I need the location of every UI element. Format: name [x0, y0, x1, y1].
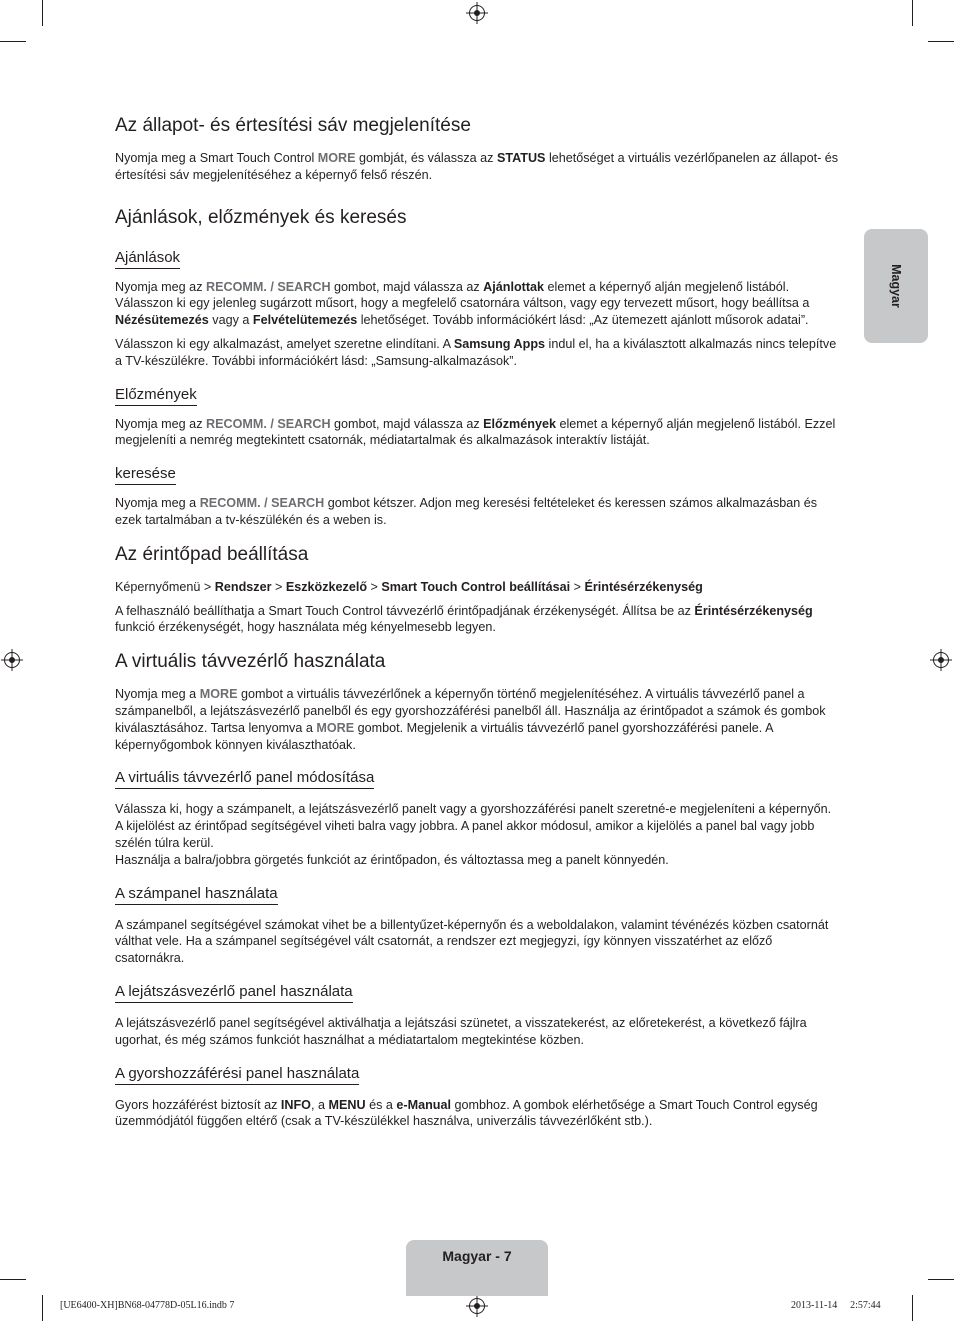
- crop-mark: [42, 0, 43, 26]
- crop-mark: [912, 0, 913, 26]
- paragraph: Gyors hozzáférést biztosít az INFO, a MENU és a e-Manual gombhoz. A gombok elérhetősége a Smart Touch Control egység üzemmódjától függően eltérő (csak a TV-készülékkel használva, univerzális távvezérlőként stb.).: [115, 1097, 818, 1129]
- paragraph: A lejátszásvezérlő panel segítségével aktiválhatja a lejátszási szünetet, a visszatekerést, az előretekerést, a következő fájlra ugorhat, és még számos funkciót használhat a médiatartalom megtekintése közben.: [115, 1015, 807, 1047]
- paragraph: Válasszon ki egy alkalmazást, amelyet szeretne elindítani. A Samsung Apps indul el, ha a kiválasztott alkalmazás nincs telepítve a TV-készülékre. További információkért lásd: „Samsung-alkalmazások”.: [115, 336, 837, 368]
- crop-mark: [912, 1295, 913, 1321]
- crop-mark: [928, 41, 954, 42]
- footer-file-name: [UE6400-XH]BN68-04778D-05L16.indb 7: [60, 1300, 235, 1311]
- subsection-title: A lejátszásvezérlő panel használata: [115, 982, 353, 1003]
- footer-datetime: 2013-11-14 ￿ 2:57:44: [791, 1300, 881, 1311]
- paragraph: Nyomja meg a Smart Touch Control MORE gombját, és válassza az STATUS lehetőséget a virtuális vezérlőpanelen az állapot- és értesítési sáv megjelenítéséhez a képernyő felső részén.: [115, 151, 839, 182]
- subsection-title: A virtuális távvezérlő panel módosítása: [115, 768, 374, 789]
- paragraph: Nyomja meg a MORE gombot a virtuális távvezérlőnek a képernyőn történő megjelenítéséhez. A virtuális távvezérlő panel a számpanelből, a lejátszásvezérlő panelből és egy gyorshozzáférési panelből áll. Használja az érintőpadot a számok és gombok kiválasztásához. Tartsa lenyomva a MORE gombot. Megjelenik a virtuális távvezérlő panel gyorshozzáférési panele. A képernyőgombok könnyen kiválaszthatóak.: [115, 687, 826, 752]
- subsection-title: A számpanel használata: [115, 884, 278, 905]
- paragraph: A felhasználó beállíthatja a Smart Touch Control távvezérlő érintőpadjának érzékenységét. Állítsa be az Érintésérzékenység funkció érzékenységét, hogy használata még kényelmesebb legyen.: [115, 603, 813, 635]
- registration-mark-icon: [933, 652, 949, 668]
- page-number: Magyar - 7: [442, 1248, 512, 1264]
- subsection-title: keresése: [115, 464, 176, 485]
- crop-mark: [0, 41, 26, 42]
- side-tab-label: Magyar: [889, 264, 903, 308]
- section-title: A virtuális távvezérlő használata: [115, 651, 386, 673]
- section-title: Ajánlások, előzmények és keresés: [115, 206, 407, 228]
- subsection-title: Előzmények: [115, 385, 197, 406]
- page-content: [115, 114, 843, 1130]
- crop-mark: [928, 1279, 954, 1280]
- section-title: Az állapot- és értesítési sáv megjelenítése: [115, 115, 471, 136]
- paragraph: Nyomja meg az RECOMM. / SEARCH gombot, majd válassza az Ajánlottak elemet a képernyő alján megjelenő listából. Válasszon ki egy jelenleg sugárzott műsort, hogy a megfelelő csatornára váltson, vagy egy tervezett műsort, hogy beállítsa a Nézésütemezés vagy a Felvételütemezés lehetőséget. Tovább információkért lásd: „Az ütemezett ajánlott műsorok adatai”.: [115, 279, 810, 328]
- page-number-tab: [406, 1240, 548, 1296]
- subsection-title: A gyorshozzáférési panel használata: [115, 1064, 359, 1085]
- paragraph: Nyomja meg az RECOMM. / SEARCH gombot, majd válassza az Előzmények elemet a képernyő alján megjelenő listából. Ezzel megjeleníti a nemrég megtekintett csatornák, médiatartalmak és alkalmazások interaktív listáját.: [115, 416, 836, 448]
- registration-mark-icon: [4, 652, 20, 668]
- crop-mark: [42, 1295, 43, 1321]
- subsection-title: Ajánlások: [115, 248, 180, 269]
- registration-mark-icon: [469, 5, 485, 21]
- paragraph: Nyomja meg a RECOMM. / SEARCH gombot kétszer. Adjon meg keresési feltételeket és keressen számos alkalmazásban és ezek tartalmában a tv-készülékén és a weben is.: [115, 496, 818, 527]
- section-title: Az érintőpad beállítása: [115, 543, 309, 565]
- crop-mark: [0, 1279, 26, 1280]
- paragraph: Válassza ki, hogy a számpanelt, a lejátszásvezérlő panelt vagy a gyorshozzáférési panelt szeretné-e megjeleníteni a képernyőn. A kijelölést az érintőpad segítségével viheti balra vagy jobbra. A panel akkor módosul, amikor a kijelölés a panel bal vagy jobb szélén túlra kerül. Használja a balra/jobbra görgetés funkciót az érintőpadon, és változtassa meg a panelt könnyedén.: [115, 802, 832, 867]
- paragraph: A számpanel segítségével számokat vihet be a billentyűzet-képernyőn és a weboldalakon, valamint tévénézés közben csatornát válthat vele. Ha a számpanel segítségével vált csatornát, a rendszer ezt megjegyzi, így könnyen visszatérhet az előző csatornákra.: [115, 917, 829, 966]
- language-side-tab: [864, 229, 928, 343]
- registration-mark-icon: [469, 1298, 485, 1314]
- menu-path: Képernyőmenü > Rendszer > Eszközkezelő > Smart Touch Control beállításai > Érintésérzékenység: [115, 579, 703, 594]
